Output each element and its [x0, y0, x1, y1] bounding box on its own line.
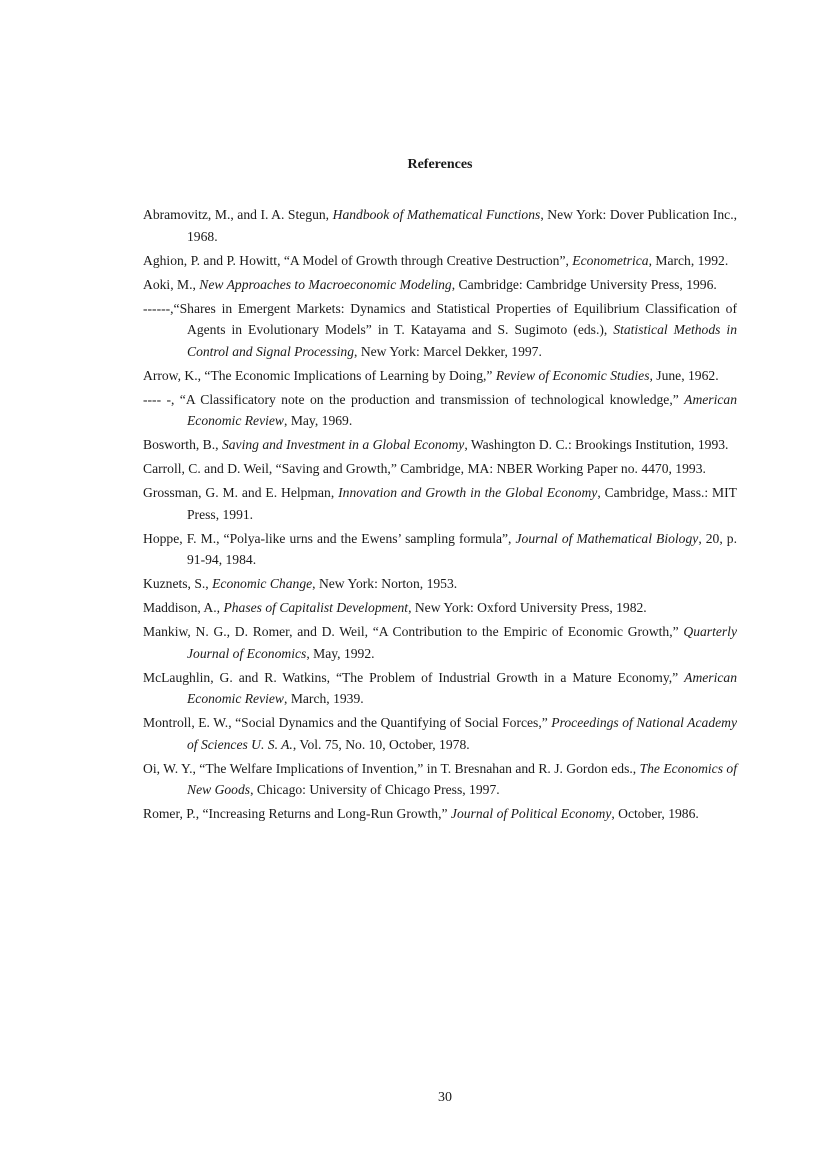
page-number: 30 [438, 1090, 452, 1105]
reference-title: New Approaches to Macroeconomic Modeling [199, 276, 452, 292]
reference-title: American Economic Review [187, 669, 737, 706]
reference-title: Quarterly Journal of Economics [187, 624, 737, 661]
reference-entry [143, 274, 737, 296]
reference-title: Econometrica [572, 252, 649, 268]
reference-title: Phases of Capitalist Development [223, 600, 409, 615]
reference-entry [143, 573, 737, 595]
reference-text: , New York: Marcel Dekker, 1997. [354, 343, 542, 359]
reference-text: , Cambridge, Mass.: MIT Press, 1991. [187, 485, 737, 522]
reference-entry [143, 365, 737, 387]
reference-entry [143, 250, 737, 272]
reference-entry [143, 204, 737, 247]
reference-text: ------,“Shares in Emergent Markets: Dynamics and Statistical Properties of Equilibrium Classification of Agents in Evolutionary Models” in T. Katayama and S. Sugimoto (eds.), [143, 300, 737, 337]
reference-entry [143, 482, 737, 525]
reference-entry [143, 758, 737, 801]
reference-text: Romer, P., “Increasing Returns and Long-Run Growth,” [143, 806, 451, 821]
reference-entry [143, 458, 737, 480]
reference-text: Kuznets, S., [143, 576, 213, 591]
reference-title: American Economic Review [187, 391, 737, 428]
reference-entry [143, 597, 737, 619]
reference-title: Proceedings of National Academy of Sciences U. S. A. [187, 715, 737, 752]
reference-entry [143, 298, 737, 363]
reference-title: Journal of Mathematical Biology [515, 530, 699, 546]
reference-text: , Chicago: University of Chicago Press, 1997. [250, 782, 500, 797]
reference-text: Aoki, M., [143, 276, 200, 292]
reference-entry [143, 434, 737, 456]
reference-text: , May, 1992. [306, 645, 375, 661]
reference-text: Oi, W. Y., “The Welfare Implications of Invention,” in T. Bresnahan and R. J. Gordon eds., [143, 760, 640, 776]
reference-text: , Vol. 75, No. 10, October, 1978. [292, 736, 470, 752]
reference-text: June, 1962. [652, 367, 719, 383]
reference-text: Arrow, K., “The Economic Implications of Learning by Doing,” [143, 367, 496, 383]
reference-text: Montroll, E. W., “Social Dynamics and the Quantifying of Social Forces,” [143, 715, 552, 730]
reference-title: Review of Economic Studies, [495, 367, 653, 383]
reference-entry [143, 667, 737, 710]
reference-text: , October, 1986. [611, 806, 699, 821]
reference-text: , May, 1969. [284, 413, 353, 428]
reference-text: , New York: Dover Publication Inc., 1968. [187, 207, 737, 244]
reference-list [143, 204, 737, 827]
reference-text: Abramovitz, M., and I. A. Stegun, [143, 207, 333, 222]
reference-text: , Cambridge: Cambridge University Press, 1996. [451, 276, 717, 292]
reference-text: Maddison, A., [143, 600, 224, 615]
section-heading: References [407, 157, 473, 172]
reference-title: Saving and Investment in a Global Economy [221, 437, 465, 452]
reference-title: Economic Change [212, 576, 313, 591]
reference-title: Innovation and Growth in the Global Economy [338, 485, 598, 500]
reference-entry [143, 803, 737, 825]
reference-entry [143, 389, 737, 432]
reference-text: McLaughlin, G. and R. Watkins, “The Problem of Industrial Growth in a Mature Economy,” [143, 669, 685, 685]
reference-text: ---- -, “A Classificatory note on the production and transmission of technological knowledge,” [143, 391, 685, 407]
reference-title: Handbook of Mathematical Functions [332, 207, 541, 222]
reference-text: , New York: Norton, 1953. [312, 576, 458, 591]
reference-title: Journal of Political Economy [450, 806, 612, 821]
reference-text: , March, 1939. [284, 691, 364, 706]
reference-entry [143, 712, 737, 755]
reference-text: Carroll, C. and D. Weil, “Saving and Growth,” Cambridge, MA: NBER Working Paper no. 4470, 1993. [143, 461, 706, 476]
reference-entry [143, 528, 737, 571]
reference-text: Grossman, G. M. and E. Helpman, [143, 485, 339, 500]
reference-entry [143, 621, 737, 664]
reference-text: , 20, p. 91-94, 1984. [187, 530, 737, 567]
reference-title: Statistical Methods in Control and Signal Processing [187, 322, 737, 359]
reference-text: Mankiw, N. G., D. Romer, and D. Weil, “A Contribution to the Empiric of Economic Growth,” [143, 624, 684, 639]
reference-text: , New York: Oxford University Press, 1982. [408, 600, 647, 615]
reference-text: Aghion, P. and P. Howitt, “A Model of Growth through Creative Destruction”, [143, 252, 573, 268]
reference-text: Bosworth, B., [143, 437, 222, 452]
reference-text: Hoppe, F. M., “Polya-like urns and the Ewens’ sampling formula”, [143, 530, 516, 546]
reference-title: The Economics of New Goods [187, 760, 737, 797]
reference-text: , Washington D. C.: Brookings Institution, 1993. [464, 437, 729, 452]
reference-text: , March, 1992. [648, 252, 729, 268]
